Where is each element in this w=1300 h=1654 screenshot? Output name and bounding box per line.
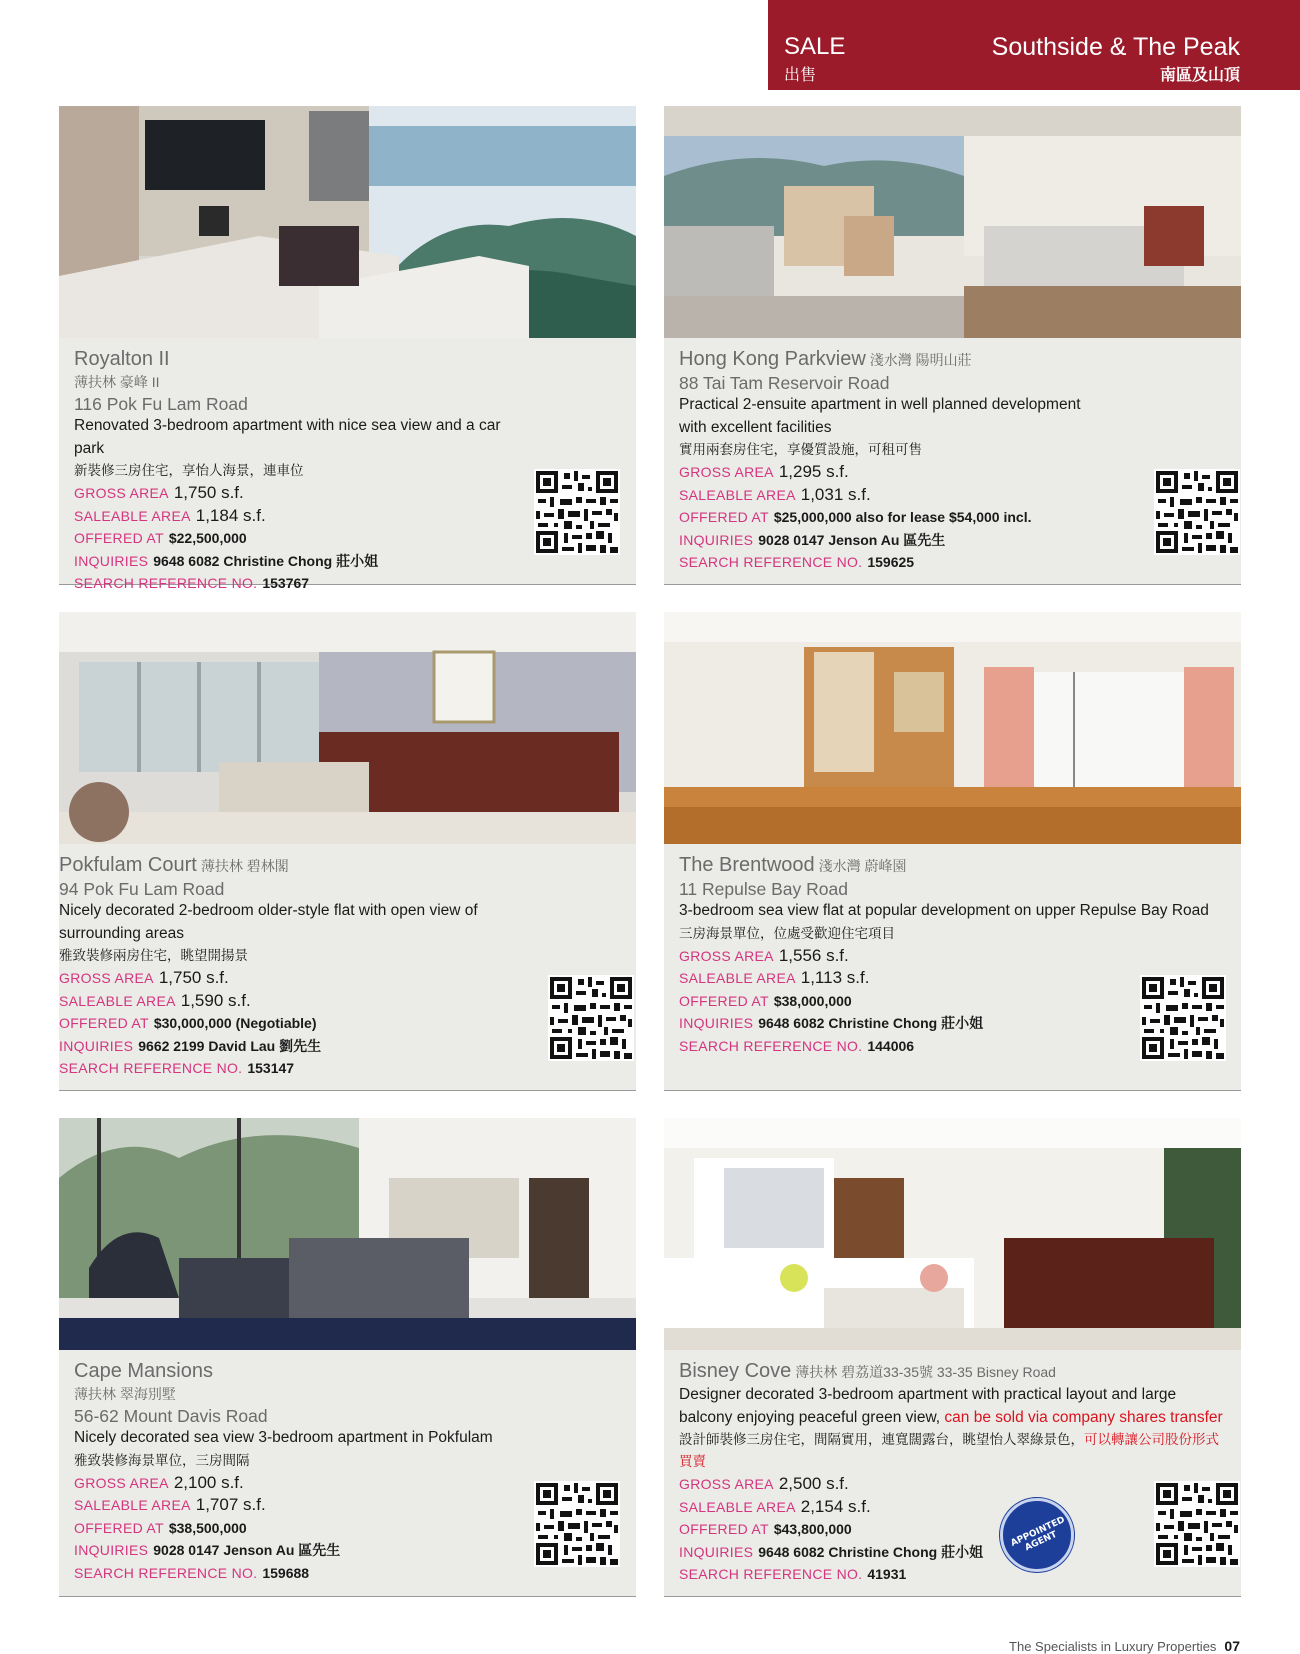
inquiries-row: INQUIRIES 9648 6082 Christine Chong 莊小姐 (74, 552, 379, 569)
property-description-zh: 三房海景單位，位處受歡迎住宅項目 (679, 925, 895, 941)
listing-card[interactable] (59, 106, 636, 591)
qr-code-icon[interactable] (534, 1481, 620, 1567)
gross-area-row: GROSS AREA 1,750 s.f. (74, 483, 244, 502)
property-description: Renovated 3-bedroom apartment with nice sea view and a car park (74, 417, 501, 457)
property-address: 11 Repulse Bay Road (679, 879, 848, 899)
property-address: 116 Pok Fu Lam Road (74, 394, 248, 414)
section-header (768, 0, 1300, 90)
listing-card[interactable] (59, 612, 636, 1091)
offered-price-row: OFFERED AT $22,500,000 (74, 530, 247, 546)
listing-info (664, 844, 1241, 1091)
listing-card[interactable] (664, 612, 1241, 1091)
reference-row: SEARCH REFERENCE NO. 153147 (59, 1060, 295, 1076)
property-photo[interactable] (664, 1118, 1241, 1350)
offered-price-row: OFFERED AT $38,000,000 (679, 992, 852, 1009)
offered-price-row: OFFERED AT $30,000,000 (Negotiable) (59, 1015, 317, 1031)
property-name[interactable]: The Brentwood 淺水灣 蔚峰園 (679, 854, 907, 876)
property-photo[interactable] (664, 106, 1241, 338)
inquiries-row: INQUIRIES 9028 0147 Jenson Au 區先生 (679, 531, 946, 548)
listing-info (59, 1350, 636, 1597)
property-name[interactable]: Pokfulam Court 薄扶林 碧林閣 (59, 854, 289, 876)
qr-code-icon[interactable] (1154, 1481, 1240, 1567)
reference-row: SEARCH REFERENCE NO. 159625 (679, 554, 915, 570)
saleable-area-row: SALEABLE AREA 1,707 s.f. (74, 1495, 266, 1514)
property-name[interactable]: Cape Mansions (74, 1360, 213, 1382)
saleable-area-row: SALEABLE AREA 2,154 s.f. (679, 1496, 871, 1516)
property-description: Nicely decorated 2-bedroom older-style flat with open view of surrounding areas (59, 902, 478, 942)
property-description: 3-bedroom sea view flat at popular development on upper Repulse Bay Road (679, 902, 1209, 919)
qr-code-icon[interactable] (1140, 975, 1226, 1061)
property-photo[interactable] (59, 1118, 636, 1350)
appointed-agent-badge-icon: APPOINTED AGENT (1000, 1498, 1074, 1572)
property-subname-zh: 薄扶林 豪峰 II (74, 374, 160, 390)
reference-row: SEARCH REFERENCE NO. 41931 (679, 1566, 907, 1582)
property-address: 94 Pok Fu Lam Road (59, 879, 225, 899)
property-description-zh: 雅致裝修兩房住宅，眺望開揚景 (59, 948, 248, 963)
saleable-area-row: SALEABLE AREA 1,031 s.f. (679, 484, 871, 504)
property-description-zh: 雅致裝修海景單位，三房間隔 (74, 1452, 250, 1468)
sale-label: SALE (784, 33, 846, 60)
inquiries-row: INQUIRIES 9662 2199 David Lau 劉先生 (59, 1037, 322, 1054)
page-number: 07 (1224, 1638, 1240, 1654)
listing-card[interactable] (59, 1118, 636, 1597)
qr-code-icon[interactable] (534, 469, 620, 555)
property-address: 88 Tai Tam Reservoir Road (679, 373, 890, 393)
listing-info (664, 1350, 1241, 1597)
footer-tagline: The Specialists in Luxury Properties (1009, 1639, 1217, 1654)
saleable-area-row: SALEABLE AREA 1,113 s.f. (679, 968, 870, 987)
saleable-area-row: SALEABLE AREA 1,590 s.f. (59, 990, 251, 1010)
property-name[interactable]: Bisney Cove 薄扶林 碧荔道33-35號 33-35 Bisney Road (679, 1360, 1056, 1382)
inquiries-row: INQUIRIES 9028 0147 Jenson Au 區先生 (74, 1542, 341, 1558)
qr-code-icon[interactable] (1154, 469, 1240, 555)
property-photo[interactable] (664, 612, 1241, 844)
property-subname-zh: 薄扶林 翠海別墅 (74, 1386, 176, 1402)
offered-price-row: OFFERED AT $25,000,000 also for lease $54,000 incl. (679, 509, 1032, 525)
reference-row: SEARCH REFERENCE NO. 153767 (74, 575, 310, 591)
property-photo[interactable] (59, 106, 636, 338)
region-label-zh: 南區及山頂 (1159, 67, 1240, 84)
gross-area-row: GROSS AREA 1,750 s.f. (59, 968, 229, 987)
reference-row: SEARCH REFERENCE NO. 144006 (679, 1037, 915, 1054)
listing-card[interactable] (664, 106, 1241, 585)
page-footer (1009, 1638, 1240, 1654)
property-description-zh: 設計師裝修三房住宅，間隔實用，連寬闊露台，眺望怡人翠綠景色，可以轉讓公司股份形式買賣 (679, 1432, 1219, 1469)
listing-info (59, 338, 636, 591)
gross-area-row: GROSS AREA 1,556 s.f. (679, 945, 849, 965)
property-description-zh: 實用兩套房住宅，享優質設施，可租可售 (679, 442, 922, 457)
listing-card[interactable] (664, 1118, 1241, 1597)
property-description: Nicely decorated sea view 3-bedroom apartment in Pokfulam (74, 1429, 493, 1446)
gross-area-row: GROSS AREA 1,295 s.f. (679, 462, 849, 481)
property-name[interactable]: Hong Kong Parkview 淺水灣 陽明山莊 (679, 348, 972, 370)
saleable-area-row: SALEABLE AREA 1,184 s.f. (74, 505, 266, 525)
listing-info (59, 844, 636, 1091)
listing-info (664, 338, 1241, 585)
offered-price-row: OFFERED AT $38,500,000 (74, 1519, 247, 1536)
property-photo[interactable] (59, 612, 636, 844)
region-label: Southside & The Peak (991, 33, 1240, 61)
inquiries-row: INQUIRIES 9648 6082 Christine Chong 莊小姐 (679, 1543, 984, 1560)
reference-row: SEARCH REFERENCE NO. 159688 (74, 1564, 310, 1581)
property-description-zh: 新裝修三房住宅，享怡人海景，連車位 (74, 463, 304, 478)
inquiries-row: INQUIRIES 9648 6082 Christine Chong 莊小姐 (679, 1015, 984, 1031)
sale-label-zh: 出售 (784, 67, 817, 84)
qr-code-icon[interactable] (548, 975, 634, 1061)
offered-price-row: OFFERED AT $43,800,000 (679, 1521, 852, 1537)
property-address: 56-62 Mount Davis Road (74, 1406, 268, 1426)
property-name[interactable]: Royalton II (74, 348, 170, 370)
property-description: Practical 2-ensuite apartment in well planned development with excellent facilities (679, 396, 1081, 436)
property-description: Designer decorated 3-bedroom apartment with practical layout and large balcony enjoying peaceful green view, can be sold via company shares transfer (679, 1386, 1223, 1426)
gross-area-row: GROSS AREA 2,100 s.f. (74, 1472, 244, 1492)
gross-area-row: GROSS AREA 2,500 s.f. (679, 1474, 849, 1493)
